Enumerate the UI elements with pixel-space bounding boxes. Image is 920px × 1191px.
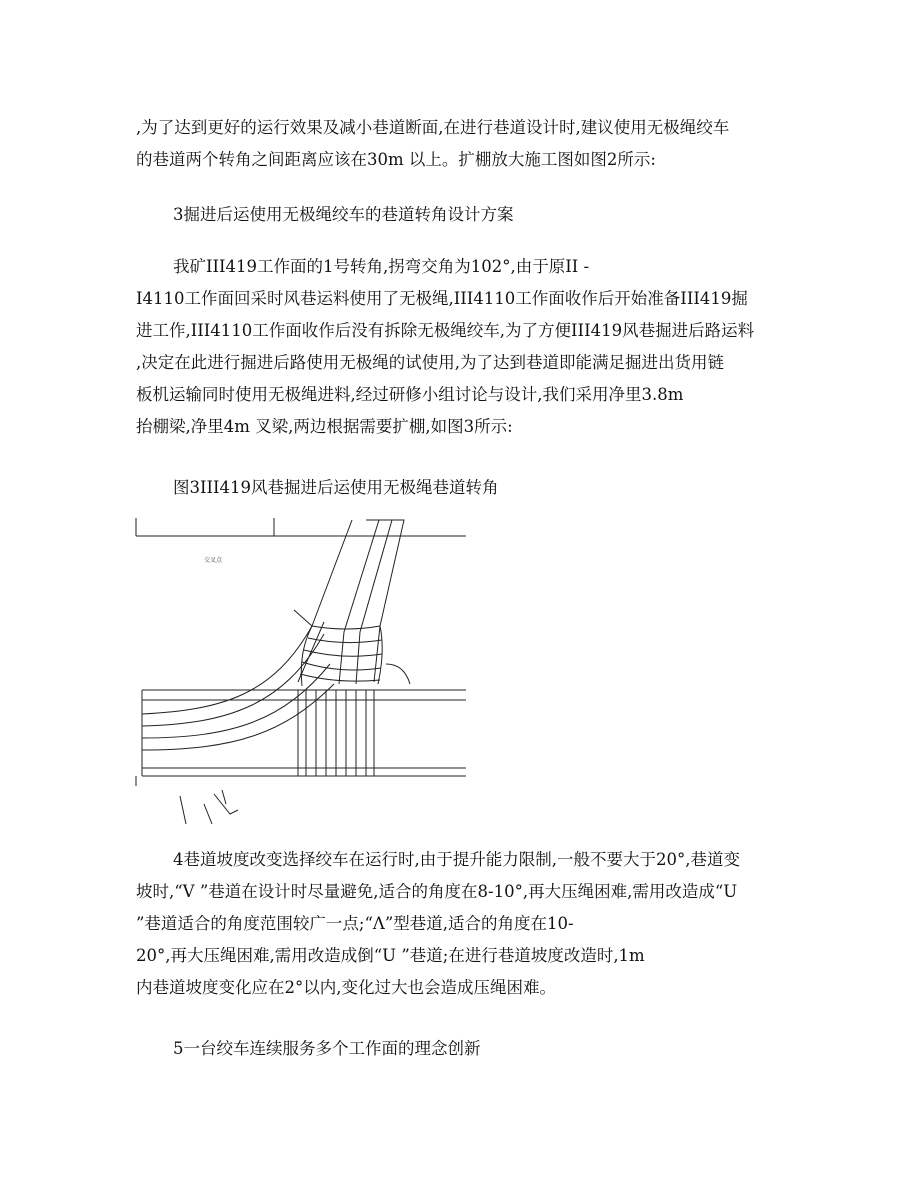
- figure-small-label: 交叉点: [204, 557, 223, 564]
- text-line: ,决定在此进行掘进后路使用无极绳的试使用,为了达到巷道即能满足掘进出货用链: [136, 353, 724, 372]
- text-line: 的巷道两个转角之间距离应该在30m 以上。扩棚放大施工图如图2所示:: [136, 150, 656, 169]
- text-line: 内巷道坡度变化应在2°以内,变化过大也会造成压绳困难。: [136, 978, 556, 997]
- section-heading-5: [173, 1033, 833, 1065]
- text-line: 我矿III419工作面的1号转角,拐弯交角为102°,由于原II -: [173, 257, 590, 276]
- section-heading-3: [173, 199, 833, 231]
- text-line: 图3III419风巷掘进后运使用无极绳巷道转角: [173, 478, 499, 497]
- text-line: 5一台绞车连续服务多个工作面的理念创新: [173, 1039, 481, 1058]
- text-line: 4巷道坡度改变选择绞车在运行时,由于提升能力限制,一般不要大于20°,巷道变: [173, 850, 740, 869]
- text-line: 坡时,“V ”巷道在设计时尽量避免,适合的角度在8-10°,再大压绳困难,需用改造成“U: [136, 882, 738, 901]
- text-line: 板机运输同时使用无极绳进料,经过研修小组讨论与设计,我们采用净里3.8m: [136, 385, 684, 404]
- figure-3-diagram: [134, 514, 470, 824]
- text-line: 进工作,III4110工作面收作后没有拆除无极绳绞车,为了方便III419风巷掘进后路运料: [136, 321, 755, 340]
- text-line: 20°,再大压绳困难,需用改造成倒“U ”巷道;在进行巷道坡度改造时,1m: [136, 946, 645, 965]
- figure-caption: [173, 472, 833, 504]
- text-line: 3掘进后运使用无极绳绞车的巷道转角设计方案: [173, 205, 514, 224]
- text-line: 抬棚梁,净里4m 叉梁,两边根据需要扩棚,如图3所示:: [136, 417, 513, 436]
- text-line: I4110工作面回采时风巷运料使用了无极绳,III4110工作面收作后开始准备III419掘: [136, 289, 748, 308]
- text-line: ,为了达到更好的运行效果及减小巷道断面,在进行巷道设计时,建议使用无极绳绞车: [136, 118, 730, 137]
- paragraph-1: [136, 112, 796, 176]
- paragraph-4: [136, 844, 796, 1004]
- roadway-turn-drawing: [134, 514, 470, 824]
- text-line: ”巷道适合的角度范围较广一点;“Λ”型巷道,适合的角度在10-: [136, 914, 574, 933]
- paragraph-2: [136, 251, 796, 443]
